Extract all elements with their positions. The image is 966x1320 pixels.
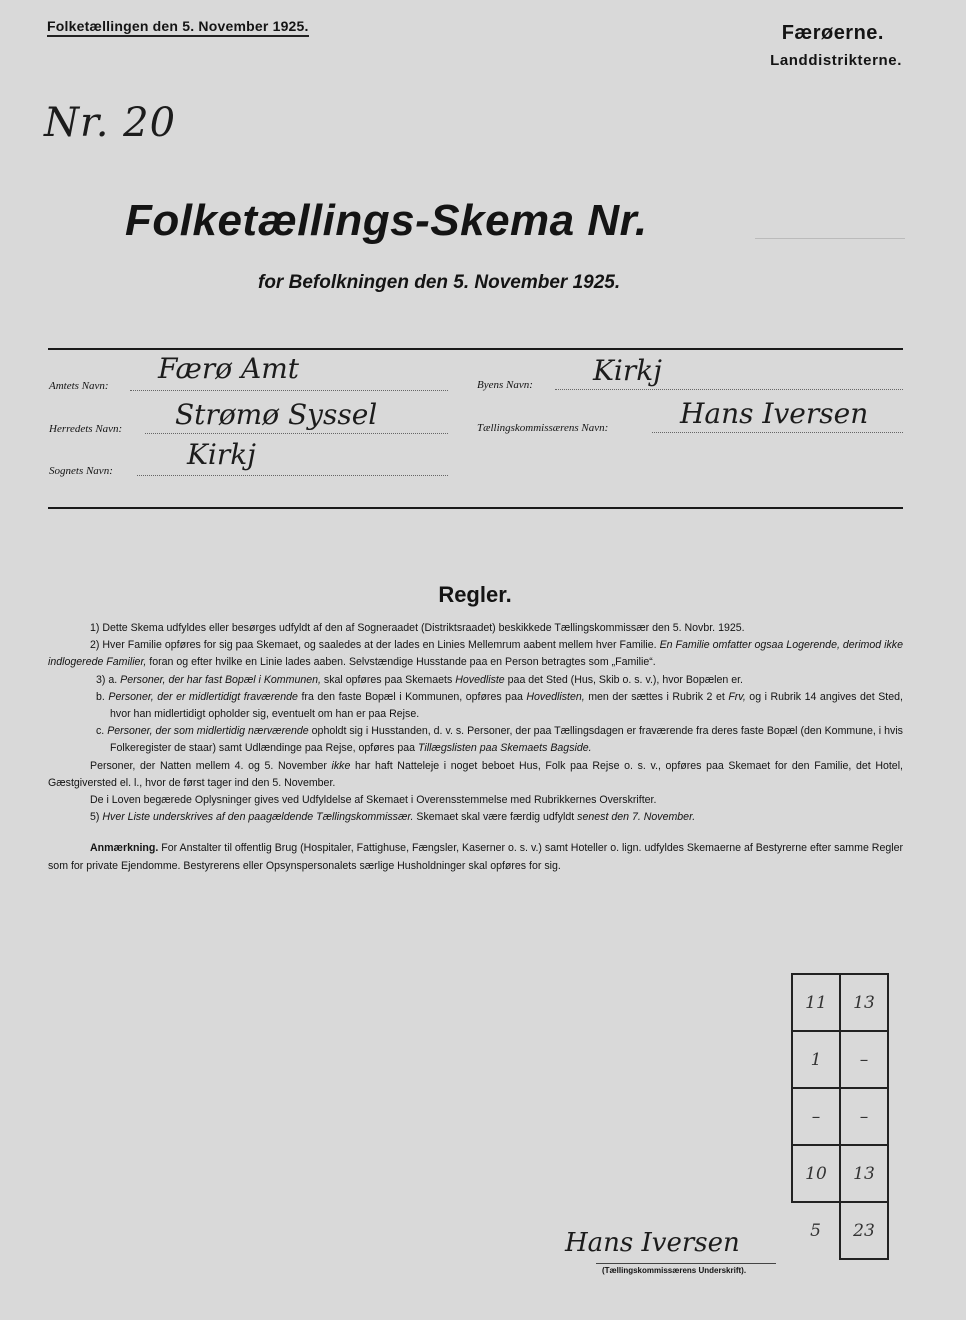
tally-cell[interactable]: 13 bbox=[840, 974, 888, 1031]
byens-line bbox=[555, 389, 903, 390]
form-title: Folketællings-Skema Nr. bbox=[125, 196, 648, 245]
bottom-rule bbox=[48, 507, 903, 509]
tally-cell[interactable]: 10 bbox=[792, 1145, 840, 1202]
sognets-value[interactable]: Kirkj bbox=[187, 438, 256, 471]
herredets-line bbox=[145, 433, 448, 434]
rule-1: 1) Dette Skema udfyldes eller besørges udfyldt af den af Sogneraadet (Distriktsraadet) beskikkede Tællingskommissær den 5. Novbr. 1925. bbox=[90, 622, 745, 634]
table-row bbox=[792, 1031, 888, 1088]
herredets-value[interactable]: Strømø Syssel bbox=[175, 398, 378, 431]
signature-label: (Tællingskommissærens Underskrift). bbox=[602, 1266, 747, 1275]
table-row bbox=[792, 1202, 888, 1259]
table-row bbox=[792, 974, 888, 1031]
title-number-line bbox=[755, 238, 905, 239]
handwritten-number: Nr. 20 bbox=[44, 100, 177, 146]
tally-cell[interactable]: 1 bbox=[792, 1031, 840, 1088]
region-title: Færøerne. bbox=[781, 22, 884, 44]
signature-line bbox=[596, 1263, 776, 1264]
herredets-label: Herredets Navn: bbox=[49, 423, 123, 435]
note-text: For Anstalter til offentlig Brug (Hospitaler, Fattighuse, Fængsler, Kaserner o. s. v.) samt Hoteller o. lign. udfyldes Skemaerne af Bestyrerne efter samme Regler som for private Ejendomme. Bestyrerens eller Opsynspersonalets særlige Husholdninger skal opføres for sig. bbox=[48, 842, 903, 872]
amtets-value[interactable]: Færø Amt bbox=[158, 352, 300, 385]
table-row bbox=[792, 1088, 888, 1145]
note-label: Anmærkning. bbox=[90, 842, 159, 855]
kommissaer-label: Tællingskommissærens Navn: bbox=[477, 422, 609, 434]
tally-cell[interactable]: 13 bbox=[840, 1145, 888, 1202]
tally-cell[interactable]: – bbox=[840, 1031, 888, 1088]
byens-value[interactable]: Kirkj bbox=[593, 354, 662, 387]
tally-cell[interactable]: – bbox=[840, 1088, 888, 1145]
sognets-line bbox=[137, 475, 448, 476]
top-rule bbox=[48, 348, 903, 350]
sognets-label: Sognets Navn: bbox=[49, 465, 113, 477]
regler-heading: Regler. bbox=[438, 582, 512, 607]
census-header: Folketællingen den 5. November 1925. bbox=[47, 18, 309, 37]
amtets-line bbox=[130, 390, 448, 391]
kommissaer-line bbox=[652, 432, 903, 433]
rules-text: 1) Dette Skema udfyldes eller besørges udfyldt af den af Sogneraadet (Distriktsraadet) beskikkede Tællingskommissær den 5. Novbr. 1925. 2) Hver Familie opføres for sig paa Skemaet, og saaledes at der lades en Linies Mellemrum aabent mellem hver Familie. En Familie omfatter ogsaa Logerende, derimod ikke indlogerede Familier, foran og efter hvilke en Linie lades aaben. Selvstændige Husstande paa en Person betragtes som „Familie“. 3) a. Personer, der har fast Bopæl i Kommunen, skal opføres paa Skemaets Hovedliste paa det Sted (Hus, Skib o. s. v.), hvor Bopælen er. b. Personer, der er midlertidigt fraværende fra den faste Bopæl i Kommunen, opføres paa Hovedlisten, men der sættes i Rubrik 2 et Frv, og i Rubrik 14 angives det Sted, hvor han midlertidigt opholder sig, eventuelt om han er paa Rejse. c. Personer, der som midlertidig nærværende opholdt sig i Husstanden, d. v. s. Personer, der paa Tællingsdagen er fraværende fra deres faste Bopæl (den Kommune, i hvis Folkeregister de staar) samt Udlændinge paa Rejse, opføres paa Tillægslisten paa Skemaets Bagside. Personer, der Natten mellem 4. og 5. November ikke har haft Natteleje i noget beboet Hus, Folk paa Rejse o. s. v., opføres paa Skemaet for den Familie, det Hotel, Gæstgiversted el. l., hvor de først tager ind den 5. November. De i Loven begærede Oplysninger gives ved Udfyldelse af Skemaet i Overensstemmelse med Rubrikkernes Overskrifter. 5) Hver Liste underskrives af den paagældende Tællingskommissær. Skemaet skal være færdig udfyldt senest den 7. November. Anmærkning. For Anstalter til offentlig Brug (Hospitaler, Fattighuse, Fængsler, Kaserner o. s. v.) samt Hoteller o. lign. udfyldes Skemaerne af Bestyrerne efter samme Regler som for private Ejendomme. Bestyrerens eller Opsynspersonalets særlige Husholdninger skal opføres for sig. bbox=[48, 622, 903, 872]
tally-cell[interactable]: 5 bbox=[810, 1221, 821, 1241]
form-subtitle: for Befolkningen den 5. November 1925. bbox=[258, 272, 621, 293]
byens-label: Byens Navn: bbox=[477, 379, 533, 391]
table-row bbox=[792, 1145, 888, 1202]
region-subtitle: Landdistrikterne. bbox=[770, 52, 902, 69]
signature: Hans Iversen bbox=[565, 1228, 740, 1258]
tally-cell[interactable]: – bbox=[792, 1088, 840, 1145]
amtets-label: Amtets Navn: bbox=[49, 380, 109, 392]
tally-table bbox=[791, 973, 889, 1260]
tally-cell[interactable]: 11 bbox=[792, 974, 840, 1031]
kommissaer-value[interactable]: Hans Iversen bbox=[680, 397, 869, 430]
tally-cell[interactable]: 23 bbox=[840, 1202, 888, 1259]
